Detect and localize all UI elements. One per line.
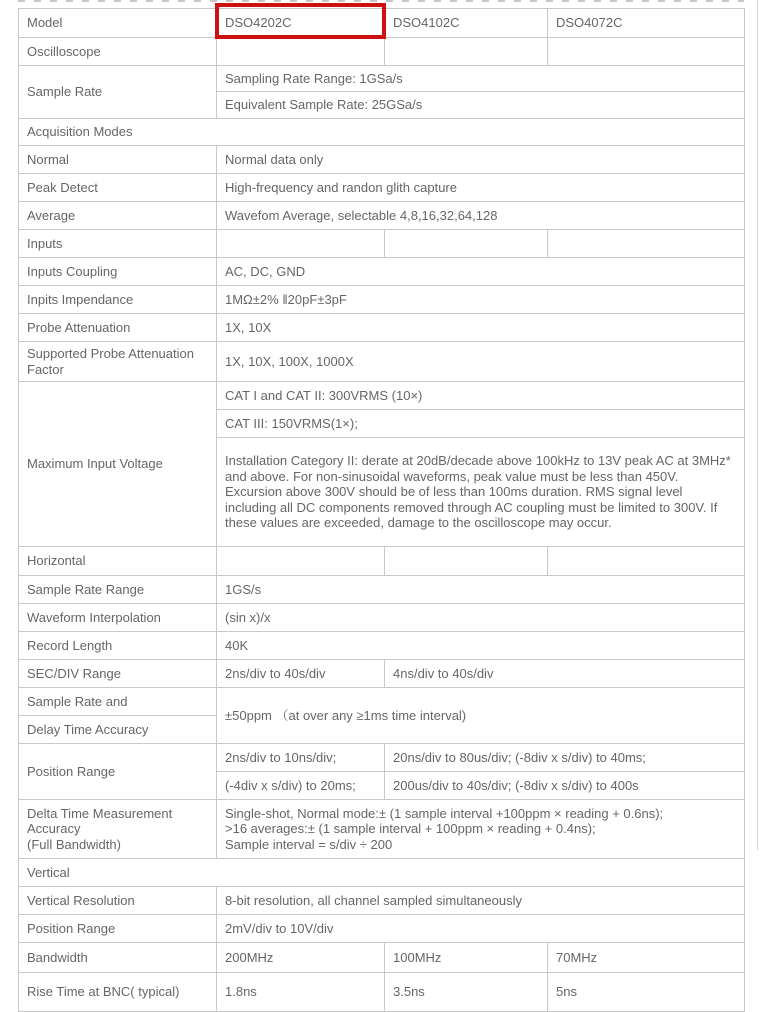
rise-time-c1-cell: 1.8ns (217, 973, 385, 1012)
row-rise-time (19, 973, 745, 1012)
row-sample-rate-1 (19, 66, 745, 92)
average-value-cell: Wavefom Average, selectable 4,8,16,32,64,128 (217, 202, 745, 230)
empty-cell (385, 230, 548, 258)
row-waveform-interpolation (19, 604, 745, 632)
acquisition-modes-section-cell: Acquisition Modes (19, 119, 745, 146)
max-input-voltage-cat12-cell: CAT I and CAT II: 300VRMS (10×) (217, 382, 745, 410)
empty-cell (385, 38, 548, 66)
vertical-section-cell: Vertical (19, 859, 745, 887)
empty-cell (385, 547, 548, 576)
row-bandwidth (19, 943, 745, 973)
model-dso4202c-text: DSO4202C (225, 15, 292, 31)
row-inputs-coupling (19, 258, 745, 286)
inputs-impedance-label-cell: Inpits Impendance (19, 286, 217, 314)
average-label-cell: Average (19, 202, 217, 230)
delta-time-value-line3: Sample interval = s/div ÷ 200 (225, 836, 393, 852)
empty-cell (548, 38, 745, 66)
vertical-resolution-label-cell: Vertical Resolution (19, 887, 217, 915)
max-input-voltage-cat3-cell: CAT III: 150VRMS(1×); (217, 410, 745, 438)
position-range-v-label-cell: Position Range (19, 915, 217, 943)
record-length-value-cell: 40K (217, 632, 745, 660)
position-range-h-label-cell: Position Range (19, 744, 217, 800)
vertical-resolution-value-cell: 8-bit resolution, all channel sampled simultaneously (217, 887, 745, 915)
record-length-label-cell: Record Length (19, 632, 217, 660)
bandwidth-label-cell: Bandwidth (19, 943, 217, 973)
probe-attenuation-label-cell: Probe Attenuation (19, 314, 217, 342)
sec-div-range-label-cell: SEC/DIV Range (19, 660, 217, 688)
row-inputs (19, 230, 745, 258)
sample-rate-and-label-cell: Sample Rate and (19, 688, 217, 716)
row-oscilloscope (19, 38, 745, 66)
position-range-r1c1-cell: 2ns/div to 10ns/div; (217, 744, 385, 772)
cutoff-content-remnant (18, 0, 744, 2)
max-input-voltage-paragraph-cell: Installation Category II: derate at 20dB/decade above 100kHz to 13V peak AC at 3MHz* and above. For non-sinusoidal waveforms, peak value must be less than 450V. Excursion above 300V should be of less than 100ms duration. RMS signal level including all DC components removed through AC coupling must be limited to 300V. If these values are exceeded, damage to the oscilloscope may occur. (217, 438, 745, 547)
normal-value-cell: Normal data only (217, 146, 745, 174)
delta-time-label-line2: Accuracy (27, 821, 81, 837)
position-range-r1c2-cell: 20ns/div to 80us/div; (-8div x s/div) to 40ms; (385, 744, 745, 772)
bandwidth-c2-cell: 100MHz (385, 943, 548, 973)
empty-cell (217, 547, 385, 576)
row-inputs-impedance (19, 286, 745, 314)
row-record-length (19, 632, 745, 660)
position-range-r2c1-cell: (-4div x s/div) to 20ms; (217, 772, 385, 800)
position-range-r2c2-cell: 200us/div to 40s/div; (-8div x s/div) to 400s (385, 772, 745, 800)
row-probe-attenuation (19, 314, 745, 342)
row-normal (19, 146, 745, 174)
supported-probe-attenuation-label-cell: Supported Probe Attenuation Factor (19, 342, 217, 382)
model-dso4202c-cell (217, 9, 385, 38)
waveform-interpolation-label-cell: Waveform Interpolation (19, 604, 217, 632)
row-sample-rate-range (19, 576, 745, 604)
row-vertical (19, 859, 745, 887)
supported-probe-attenuation-value-cell: 1X, 10X, 100X, 1000X (217, 342, 745, 382)
model-label-cell: Model (19, 9, 217, 38)
row-acquisition-modes (19, 119, 745, 146)
sampling-rate-range-cell: Sampling Rate Range: 1GSa/s (217, 66, 745, 92)
model-dso4102c-cell: DSO4102C (385, 9, 548, 38)
delta-time-label-cell (19, 800, 217, 859)
row-horizontal (19, 547, 745, 576)
inputs-coupling-label-cell: Inputs Coupling (19, 258, 217, 286)
row-vertical-resolution (19, 887, 745, 915)
empty-cell (548, 547, 745, 576)
model-dso4072c-cell: DSO4072C (548, 9, 745, 38)
row-supported-probe-attenuation (19, 342, 745, 382)
inputs-coupling-value-cell: AC, DC, GND (217, 258, 745, 286)
row-sec-div-range (19, 660, 745, 688)
delta-time-value-line2: >16 averages:± (1 sample interval + 100ppm × reading + 0.4ns); (225, 821, 596, 837)
delta-time-label-line1: Delta Time Measurement (27, 805, 173, 821)
peak-detect-label-cell: Peak Detect (19, 174, 217, 202)
row-average (19, 202, 745, 230)
row-peak-detect (19, 174, 745, 202)
maximum-input-voltage-label-cell: Maximum Input Voltage (19, 382, 217, 547)
sample-rate-label-cell: Sample Rate (19, 66, 217, 119)
rise-time-c2-cell: 3.5ns (385, 973, 548, 1012)
bandwidth-c1-cell: 200MHz (217, 943, 385, 973)
delay-time-accuracy-label-cell: Delay Time Accuracy (19, 716, 217, 744)
sample-rate-range-label-cell: Sample Rate Range (19, 576, 217, 604)
sec-div-range-c2-cell: 4ns/div to 40s/div (385, 660, 745, 688)
empty-cell (217, 230, 385, 258)
delta-time-value-cell (217, 800, 745, 859)
page-edge-line (757, 0, 758, 850)
row-sample-rate-accuracy-1 (19, 688, 745, 716)
empty-cell (217, 38, 385, 66)
position-range-v-value-cell: 2mV/div to 10V/div (217, 915, 745, 943)
sec-div-range-c1-cell: 2ns/div to 40s/div (217, 660, 385, 688)
sample-rate-accuracy-value-cell: ±50ppm （at over any ≥1ms time interval) (217, 688, 745, 744)
row-max-input-voltage-1 (19, 382, 745, 410)
horizontal-label-cell: Horizontal (19, 547, 217, 576)
oscilloscope-label-cell: Oscilloscope (19, 38, 217, 66)
normal-label-cell: Normal (19, 146, 217, 174)
delta-time-value-line1: Single-shot, Normal mode:± (1 sample interval +100ppm × reading + 0.6ns); (225, 805, 664, 821)
delta-time-label-line3: (Full Bandwidth) (27, 836, 121, 852)
inputs-impedance-value-cell: 1MΩ±2% ‖20pF±3pF (217, 286, 745, 314)
row-delta-time (19, 800, 745, 859)
oscilloscope-spec-table (18, 8, 745, 1012)
peak-detect-value-cell: High-frequency and randon glith capture (217, 174, 745, 202)
row-position-range-v (19, 915, 745, 943)
row-position-range-h-1 (19, 744, 745, 772)
sample-rate-range-value-cell: 1GS/s (217, 576, 745, 604)
probe-attenuation-value-cell: 1X, 10X (217, 314, 745, 342)
rise-time-label-cell: Rise Time at BNC( typical) (19, 973, 217, 1012)
equivalent-sample-rate-cell: Equivalent Sample Rate: 25GSa/s (217, 92, 745, 119)
empty-cell (548, 230, 745, 258)
bandwidth-c3-cell: 70MHz (548, 943, 745, 973)
inputs-label-cell: Inputs (19, 230, 217, 258)
row-model (19, 9, 745, 38)
waveform-interpolation-value-cell: (sin x)/x (217, 604, 745, 632)
rise-time-c3-cell: 5ns (548, 973, 745, 1012)
